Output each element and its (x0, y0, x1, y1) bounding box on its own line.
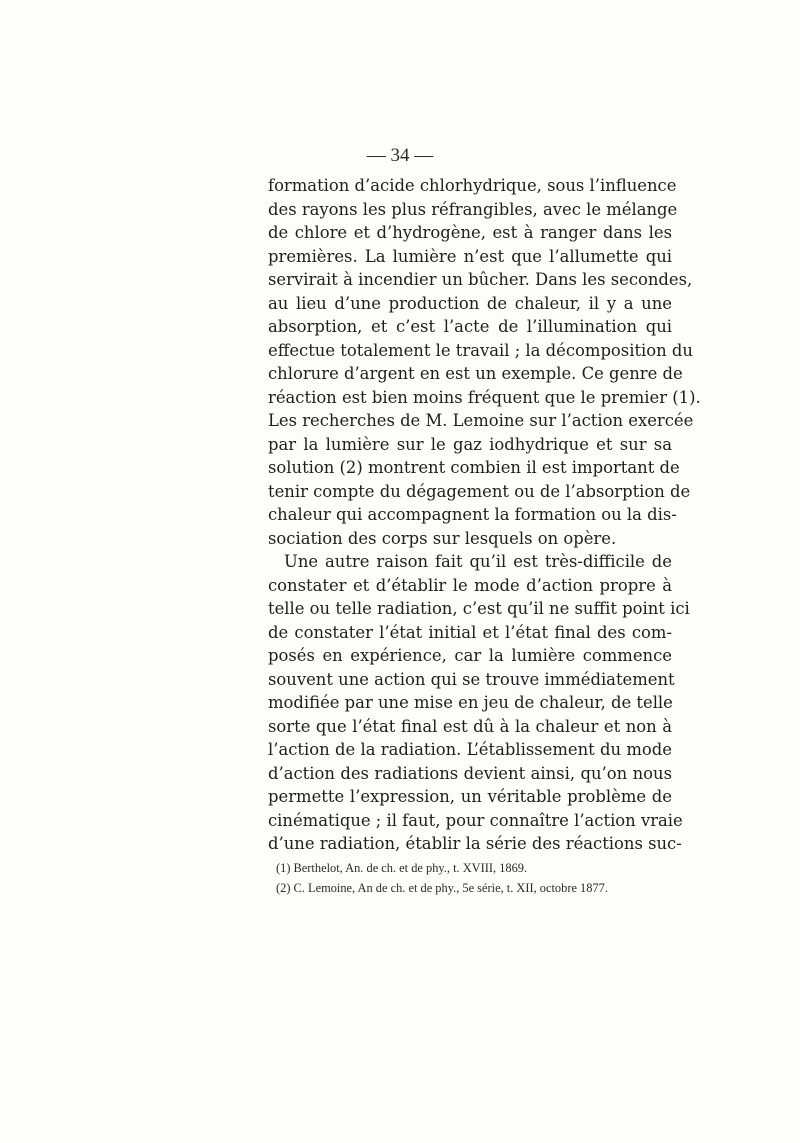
text-line: solution (2) montrent combien il est important de (268, 458, 680, 477)
text-line: de chlore et d’hydrogène, est à ranger dans les (268, 223, 672, 242)
text-line: des rayons les plus réfrangibles, avec le mélange (268, 199, 678, 219)
text-line: au lieu d’une production de chaleur, il y a une (268, 293, 672, 313)
text-line: cinématique ; il faut, pour connaître l’action vraie (268, 810, 683, 830)
page-number: — 34 — (366, 145, 434, 166)
text-line: de constater l’état initial et l’état final des com- (268, 622, 672, 642)
text-line: modifiée par une mise en jeu de chaleur, de telle (268, 693, 673, 712)
text-line: réaction est bien moins fréquent que le premier (1). (268, 387, 701, 407)
text-line: absorption, et c’est l’acte de l’illumination qui (268, 317, 672, 336)
text-line: souvent une action qui se trouve immédiatement (268, 669, 675, 689)
text-line: constater et d’établir le mode d’action propre à (268, 575, 672, 595)
text-line: servirait à incendier un bûcher. Dans les secondes, (268, 270, 693, 289)
text-line: l’action de la radiation. L’établissement du mode (268, 740, 672, 759)
text-line: permette l’expression, un véritable problème de (268, 787, 672, 806)
text-line: chlorure d’argent en est un exemple. Ce genre de (268, 364, 683, 383)
text-line: sorte que l’état final est dû à la chaleur et non à (268, 716, 672, 736)
text-line: telle ou telle radiation, c’est qu’il ne suffit point ici (268, 599, 690, 618)
text-line: effectue totalement le travail ; la décomposition du (268, 340, 693, 360)
body-text (268, 174, 701, 856)
text-line: Les recherches de M. Lemoine sur l’action exercée (268, 411, 694, 430)
text-line: tenir compte du dégagement ou de l’absorption de (268, 481, 691, 501)
footnotes (276, 858, 676, 898)
text-line: formation d’acide chlorhydrique, sous l’influence (268, 176, 677, 195)
footnote: (1) Berthelot, An. de ch. et de phy., t. XVIII, 1869. (276, 861, 528, 875)
text-line: d’une radiation, établir la série des réactions suc- (268, 834, 682, 853)
text-line: premières. La lumière n’est que l’allumette qui (268, 246, 672, 266)
text-line: sociation des corps sur lesquels on opère. (268, 528, 617, 548)
text-line: Une autre raison fait qu’il est très-difficile de (284, 552, 672, 571)
text-line: chaleur qui accompagnent la formation ou la dis- (268, 505, 677, 524)
footnote: (2) C. Lemoine, An de ch. et de phy., 5e série, t. XII, octobre 1877. (276, 881, 608, 895)
paragraph-2 (268, 550, 690, 856)
text-line: posés en expérience, car la lumière commence (268, 646, 672, 665)
text-line: par la lumière sur le gaz iodhydrique et sur sa (268, 434, 672, 454)
text-line: d’action des radiations devient ainsi, qu’on nous (268, 763, 672, 783)
paragraph-1 (268, 174, 701, 550)
